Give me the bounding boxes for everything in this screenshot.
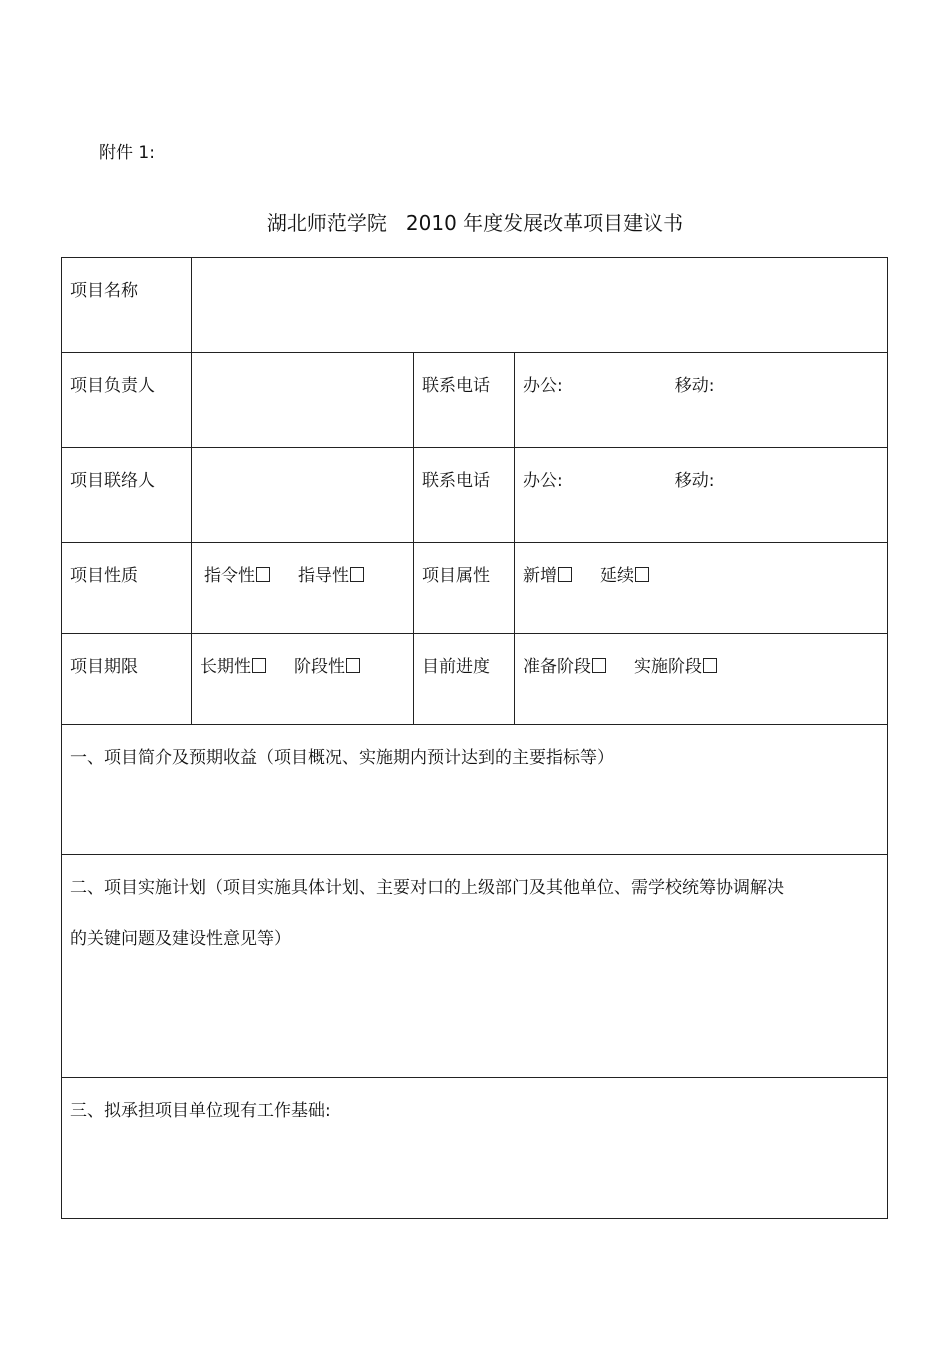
period-label: 项目期限 <box>62 634 192 725</box>
attribute-option[interactable]: 新增 <box>523 561 572 586</box>
checkbox[interactable] <box>350 567 364 582</box>
section-1-field[interactable] <box>62 725 888 855</box>
progress-options <box>515 634 888 725</box>
proposal-form-table <box>61 257 888 1219</box>
contact-phone-label: 联系电话 <box>414 448 515 543</box>
row-project-nature <box>62 543 888 634</box>
attachment-label: 附件 1: <box>99 143 155 163</box>
section-2-field[interactable] <box>62 855 888 1078</box>
checkbox[interactable] <box>252 658 266 673</box>
nature-option[interactable]: 指导性 <box>298 561 364 586</box>
leader-label: 项目负责人 <box>62 353 192 448</box>
contact-label: 项目联络人 <box>62 448 192 543</box>
nature-label: 项目性质 <box>62 543 192 634</box>
row-project-name <box>62 258 888 353</box>
row-project-leader <box>62 353 888 448</box>
contact-phone-field[interactable] <box>515 448 888 543</box>
checkbox[interactable] <box>346 658 360 673</box>
mobile-label: 移动: <box>674 376 715 396</box>
row-section-1 <box>62 725 888 855</box>
section-2-heading-cont: 的关键问题及建设性意见等） <box>70 929 291 949</box>
office-label: 办公: <box>523 471 563 491</box>
checkbox[interactable] <box>256 567 270 582</box>
contact-field[interactable] <box>192 448 414 543</box>
checkbox[interactable] <box>635 567 649 582</box>
attribute-option[interactable]: 延续 <box>600 561 649 586</box>
period-options <box>192 634 414 725</box>
leader-field[interactable] <box>192 353 414 448</box>
row-project-contact <box>62 448 888 543</box>
section-3-heading: 三、拟承担项目单位现有工作基础: <box>70 1101 331 1121</box>
section-3-field[interactable] <box>62 1078 888 1219</box>
progress-option[interactable]: 准备阶段 <box>523 652 606 677</box>
nature-option[interactable]: 指令性 <box>204 561 270 586</box>
progress-label: 目前进度 <box>414 634 515 725</box>
project-name-label: 项目名称 <box>62 258 192 353</box>
leader-phone-label: 联系电话 <box>414 353 515 448</box>
progress-option[interactable]: 实施阶段 <box>634 652 717 677</box>
period-option[interactable]: 阶段性 <box>294 652 360 677</box>
mobile-label: 移动: <box>674 471 715 491</box>
period-option[interactable]: 长期性 <box>200 652 266 677</box>
leader-phone-field[interactable] <box>515 353 888 448</box>
row-section-2 <box>62 855 888 1078</box>
row-project-period <box>62 634 888 725</box>
document-title: 湖北师范学院 2010 年度发展改革项目建议书 <box>266 211 684 235</box>
section-2-heading: 二、项目实施计划（项目实施具体计划、主要对口的上级部门及其他单位、需学校统筹协调解决 <box>70 878 784 898</box>
nature-options <box>192 543 414 634</box>
checkbox[interactable] <box>558 567 572 582</box>
section-1-heading: 一、项目简介及预期收益（项目概况、实施期内预计达到的主要指标等） <box>70 748 614 768</box>
attribute-options <box>515 543 888 634</box>
attribute-label: 项目属性 <box>414 543 515 634</box>
row-section-3 <box>62 1078 888 1219</box>
project-name-field[interactable] <box>192 258 888 353</box>
office-label: 办公: <box>523 376 563 396</box>
checkbox[interactable] <box>592 658 606 673</box>
checkbox[interactable] <box>703 658 717 673</box>
